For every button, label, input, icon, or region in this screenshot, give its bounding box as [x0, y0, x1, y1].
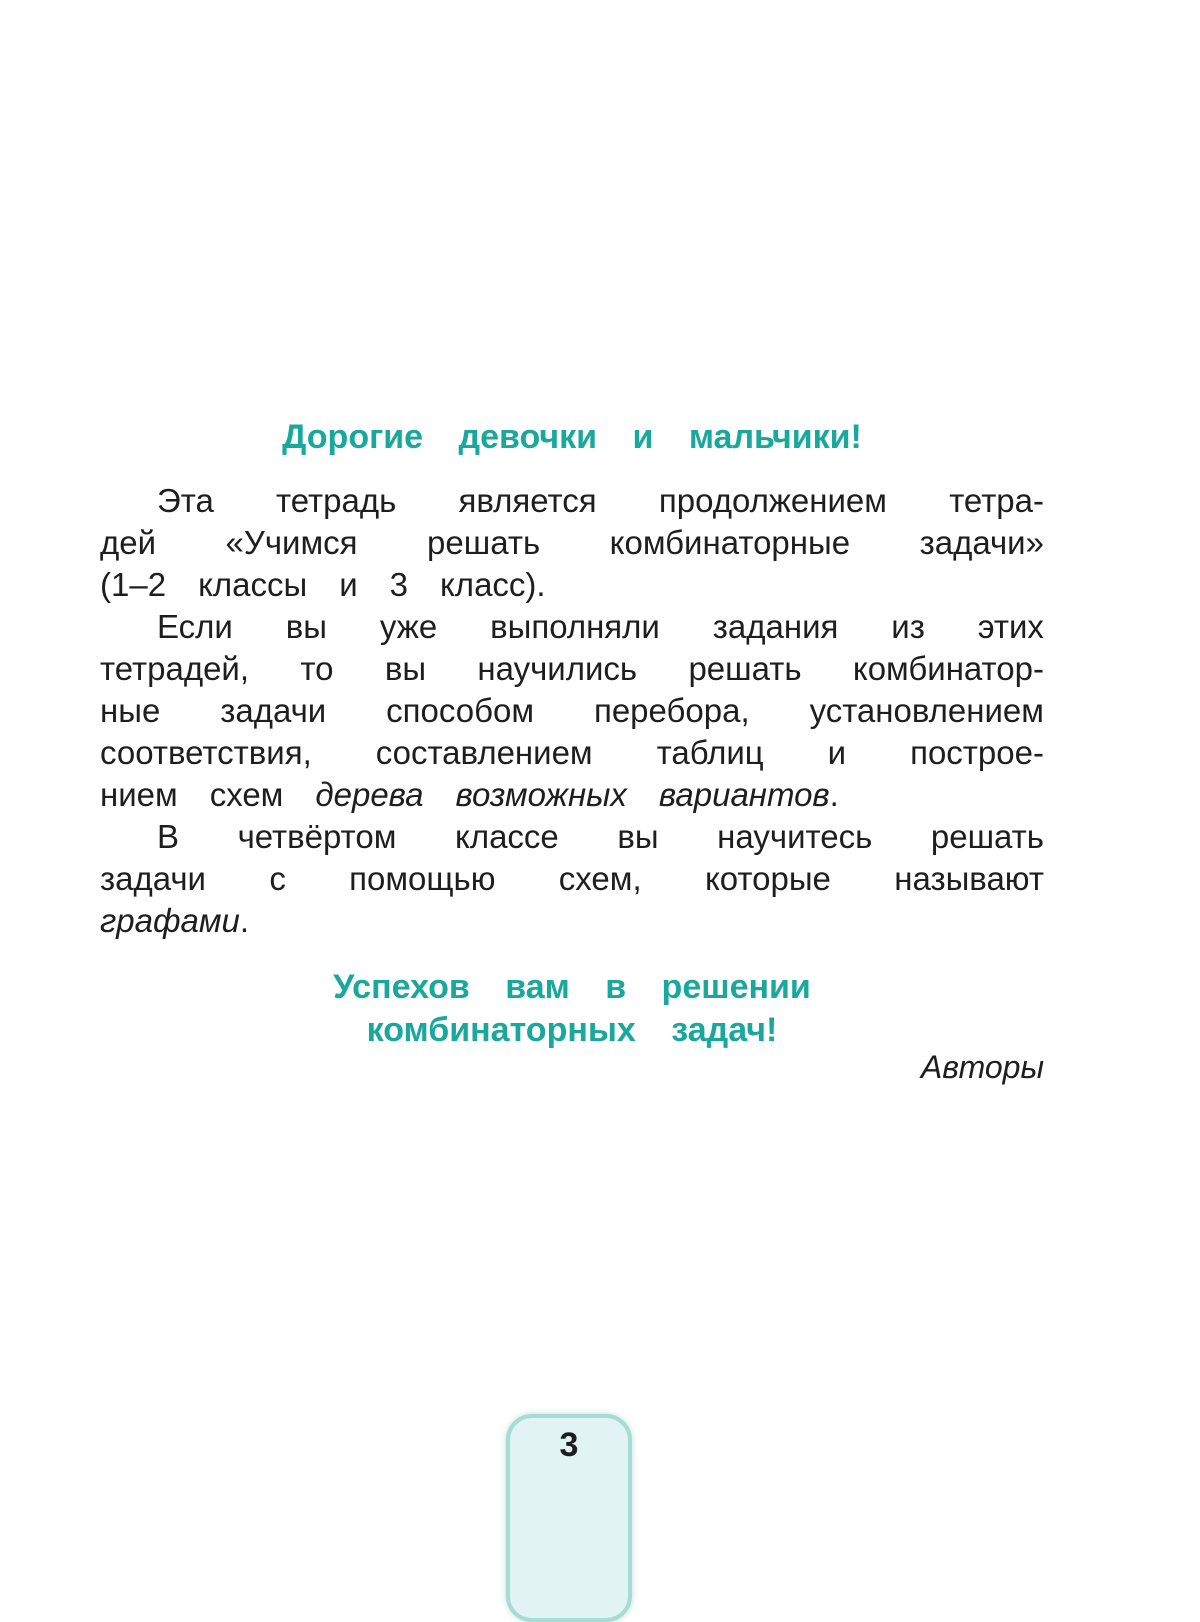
word: тетра-	[949, 482, 1044, 519]
word: четвёртом	[237, 818, 397, 855]
word: вы	[384, 650, 427, 687]
word: научились	[477, 650, 638, 687]
word: перебора,	[593, 692, 750, 729]
word: называют	[894, 860, 1044, 897]
paragraph-3-line-1	[100, 816, 1044, 858]
word: установлением	[809, 692, 1044, 729]
word: решать	[427, 524, 541, 561]
word: решать	[930, 818, 1044, 855]
paragraph-2-line-5	[100, 774, 1044, 816]
word: задания	[712, 608, 839, 645]
word: соответствия,	[100, 734, 312, 771]
word: которые	[704, 860, 831, 897]
word: «Учимся	[225, 524, 358, 561]
word: является	[458, 482, 597, 519]
paragraph-2-line-2	[100, 648, 1044, 690]
term-with-period	[100, 900, 249, 942]
page-number: 3	[559, 1426, 579, 1464]
paragraph-1-line-2	[100, 522, 1044, 564]
word: задачи	[100, 860, 206, 897]
paragraph-3-line-3	[100, 900, 1044, 942]
closing-wish	[100, 966, 1044, 1052]
paragraph-2-line-3	[100, 690, 1044, 732]
closing-line-2: комбинаторных задач!	[366, 1011, 778, 1049]
period: .	[239, 902, 250, 939]
word: научитесь	[717, 818, 873, 855]
word: Если	[157, 608, 233, 645]
term-with-period	[659, 774, 839, 816]
term-italic: вариантов	[658, 776, 830, 813]
word: Эта	[157, 482, 214, 519]
word: с	[269, 860, 286, 897]
word: этих	[977, 608, 1044, 645]
word: тетрадей,	[100, 650, 250, 687]
word: тетрадь	[276, 482, 397, 519]
word: выполняли	[490, 608, 660, 645]
word: дей	[100, 524, 157, 561]
word: продолжением	[658, 482, 887, 519]
word: вы	[617, 818, 659, 855]
word: комбинаторные	[609, 524, 851, 561]
greeting-heading: Дорогие девочки и мальчики!	[282, 418, 862, 456]
word: задачи»	[919, 524, 1044, 561]
word: вы	[285, 608, 327, 645]
word: ные	[100, 692, 161, 729]
word: из	[891, 608, 925, 645]
word: задачи	[220, 692, 327, 729]
word: схем	[209, 776, 284, 813]
body-text	[100, 480, 1044, 942]
word: класс).	[440, 566, 546, 603]
term-italic: возможных	[455, 776, 627, 813]
paragraph-1-line-1	[100, 480, 1044, 522]
word: схем,	[558, 860, 642, 897]
authors-signature: Авторы	[920, 1049, 1044, 1085]
word: 3	[389, 566, 408, 603]
word: таблиц	[656, 734, 764, 771]
word: помощью	[349, 860, 496, 897]
period: .	[829, 776, 839, 813]
word: классы	[198, 566, 308, 603]
word: и	[827, 734, 847, 771]
word: составлением	[375, 734, 593, 771]
word: уже	[379, 608, 438, 645]
word: классе	[455, 818, 559, 855]
word: и	[339, 566, 358, 603]
paragraph-2-line-1	[100, 606, 1044, 648]
paragraph-1-line-3	[100, 564, 1044, 606]
word: решать	[688, 650, 802, 687]
term-italic: дерева	[315, 776, 424, 813]
closing-line-1: Успехов вам в решении	[333, 968, 811, 1006]
term-italic: графами	[100, 902, 240, 939]
paragraph-2-line-4	[100, 732, 1044, 774]
word: построе-	[910, 734, 1044, 771]
word: (1–2	[100, 566, 167, 603]
word: способом	[386, 692, 535, 729]
word: В	[157, 818, 180, 855]
paragraph-3-line-2	[100, 858, 1044, 900]
word: нием	[100, 776, 178, 813]
word: комбинатор-	[852, 650, 1044, 687]
word: то	[300, 650, 334, 687]
